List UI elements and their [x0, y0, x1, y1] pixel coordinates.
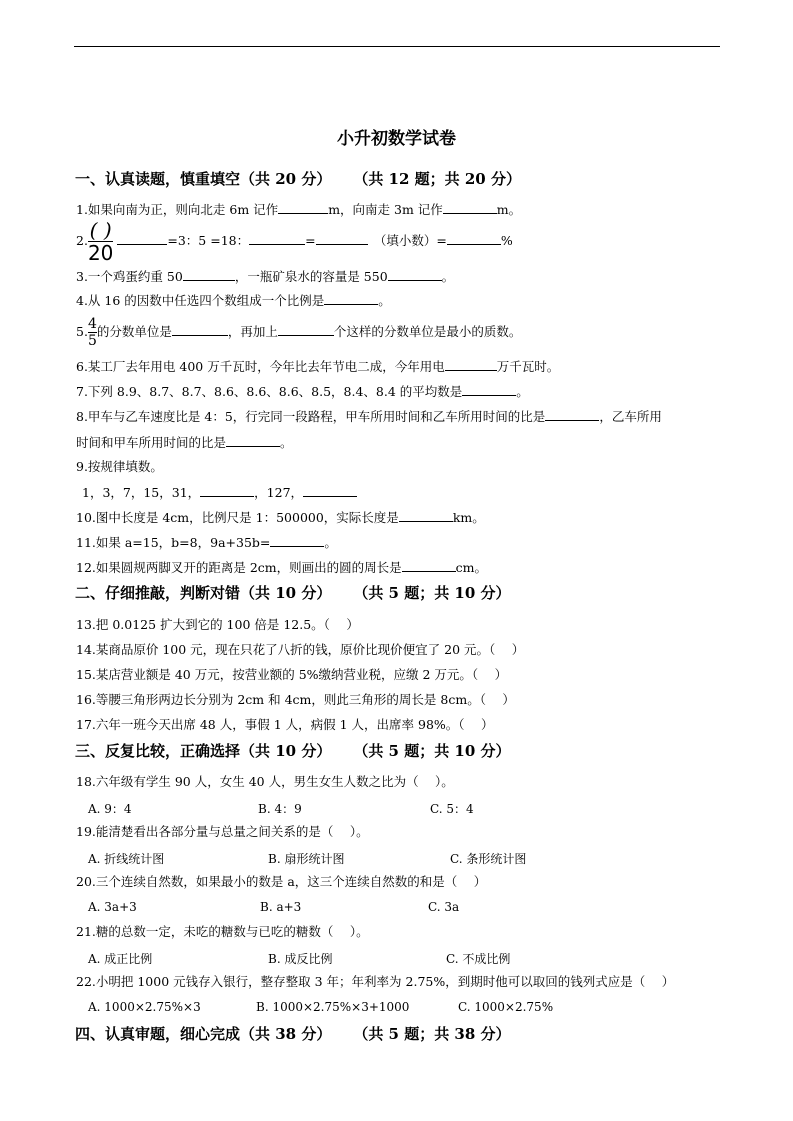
question-17: 17.六年一班今天出席 48 人，事假 1 人，病假 1 人，出席率 98%。（ ） [76, 717, 494, 732]
question-6: 6.某工厂去年用电 400 万千瓦时，今年比去年节电二成，今年用电 万千瓦时。 [76, 359, 560, 374]
section-1-heading [75, 168, 521, 189]
question-8-line-1: 8.甲车与乙车速度比是 4：5，行完同一段路程，甲车所用时间和乙车所用时间的比是 ，乙车所用 [76, 409, 662, 424]
answer-blank[interactable] [278, 201, 328, 214]
option-b[interactable]: B. 1000×2.75%×3+1000 [256, 1000, 410, 1014]
header-rule [74, 46, 720, 47]
question-11: 11.如果 a=15，b=8，9a+35b= 。 [76, 535, 337, 550]
question-7: 7.下列 8.9、8.7、8.7、8.6、8.6、8.6、8.5，8.4、8.4 的平均数是 。 [76, 384, 529, 399]
section-4-meta: （共 5 题；共 38 分） [353, 1025, 511, 1043]
section-2-heading [75, 582, 511, 603]
question-15: 15.某店营业额是 40 万元，按营业额的 5%缴纳营业税，应缴 2 万元。（ ） [76, 667, 508, 682]
question-13: 13.把 0.0125 扩大到它的 100 倍是 12.5。（ ） [76, 617, 359, 632]
answer-blank[interactable] [117, 232, 167, 245]
answer-blank[interactable] [316, 232, 368, 245]
answer-blank[interactable] [388, 268, 442, 281]
option-b[interactable]: B. 扇形统计图 [268, 852, 345, 866]
question-9: 9.按规律填数。 [76, 459, 163, 474]
option-c[interactable]: C. 不成比例 [446, 952, 511, 966]
answer-blank[interactable] [183, 268, 235, 281]
question-2: 2. $\frac{( )}{20}$ =3：5 =18： = （填小数）= % [76, 218, 513, 265]
option-b[interactable]: B. a+3 [260, 900, 302, 914]
answer-blank[interactable] [447, 232, 501, 245]
fraction: $\frac{( )}{20}$ [87, 218, 114, 265]
question-9-sequence: 1，3，7，15，31， ，127， [82, 484, 357, 502]
question-14: 14.某商品原价 100 元，现在只花了八折的钱，原价比现价便宜了 20 元。（ ） [76, 642, 525, 657]
section-1-meta: （共 12 题；共 20 分） [353, 170, 521, 188]
option-b[interactable]: B. 4：9 [258, 802, 302, 816]
question-4: 4.从 16 的因数中任选四个数组成一个比例是 。 [76, 293, 391, 308]
page-title: 小升初数学试卷 [337, 129, 456, 149]
option-c[interactable]: C. 1000×2.75% [458, 1000, 554, 1014]
fraction: $\frac{4}{5}$ [87, 316, 97, 349]
answer-blank[interactable] [399, 509, 453, 522]
answer-blank[interactable] [200, 484, 254, 497]
section-4-heading [75, 1023, 511, 1044]
section-4-title: 四、认真审题，细心完成（共 38 分） [75, 1025, 332, 1043]
option-c[interactable]: C. 3a [428, 900, 460, 914]
answer-blank[interactable] [445, 358, 497, 371]
question-21: 21.糖的总数一定，未吃的糖数与已吃的糖数（ ）。 [76, 924, 369, 939]
option-a[interactable]: A. 3a+3 [88, 900, 137, 914]
answer-blank[interactable] [402, 559, 456, 572]
question-18: 18.六年级有学生 90 人，女生 40 人，男生女生人数之比为（ ）。 [76, 774, 454, 789]
answer-blank[interactable] [443, 201, 497, 214]
option-a[interactable]: A. 9：4 [88, 802, 132, 816]
answer-blank[interactable] [462, 383, 516, 396]
option-a[interactable]: A. 成正比例 [88, 952, 153, 966]
question-12: 12.如果圆规两脚叉开的距离是 2cm，则画出的圆的周长是 cm。 [76, 560, 488, 575]
answer-blank[interactable] [303, 484, 357, 497]
answer-blank[interactable] [226, 434, 280, 447]
answer-blank[interactable] [545, 408, 599, 421]
option-c[interactable]: C. 条形统计图 [450, 852, 527, 866]
option-a[interactable]: A. 折线统计图 [88, 852, 165, 866]
question-3: 3.一个鸡蛋约重 50 ，一瓶矿泉水的容量是 550 。 [76, 269, 455, 284]
section-3-meta: （共 5 题；共 10 分） [353, 742, 511, 760]
answer-blank[interactable] [270, 534, 324, 547]
question-5: 5. $\frac{4}{5}$ 的分数单位是 ，再加上 个这样的分数单位是最小的质数。 [76, 316, 522, 349]
answer-blank[interactable] [278, 323, 334, 336]
section-2-meta: （共 5 题；共 10 分） [353, 584, 511, 602]
option-a[interactable]: A. 1000×2.75%×3 [88, 1000, 201, 1014]
answer-blank[interactable] [172, 323, 228, 336]
answer-blank[interactable] [249, 232, 305, 245]
question-8-line-2: 时间和甲车所用时间的比是 。 [76, 435, 293, 450]
option-b[interactable]: B. 成反比例 [268, 952, 333, 966]
section-1-title: 一、认真读题，慎重填空（共 20 分） [75, 170, 332, 188]
question-19: 19.能清楚看出各部分量与总量之间关系的是（ ）。 [76, 824, 369, 839]
option-c[interactable]: C. 5：4 [430, 802, 474, 816]
question-22: 22.小明把 1000 元钱存入银行，整存整取 3 年；年利率为 2.75%，到期时他可以取回的钱列式应是（ ） [76, 974, 675, 989]
answer-blank[interactable] [324, 292, 378, 305]
section-2-title: 二、仔细推敲，判断对错（共 10 分） [75, 584, 332, 602]
question-10: 10.图中长度是 4cm，比例尺是 1：500000，实际长度是 km。 [76, 510, 485, 525]
section-3-heading [75, 740, 511, 761]
question-16: 16.等腰三角形两边长分别为 2cm 和 4cm，则此三角形的周长是 8cm。（ ） [76, 692, 515, 707]
section-3-title: 三、反复比较，正确选择（共 10 分） [75, 742, 332, 760]
question-1: 1.如果向南为正，则向北走 6m 记作 m，向南走 3m 记作 m。 [76, 202, 522, 217]
question-20: 20.三个连续自然数，如果最小的数是 a，这三个连续自然数的和是（ ） [76, 874, 487, 889]
